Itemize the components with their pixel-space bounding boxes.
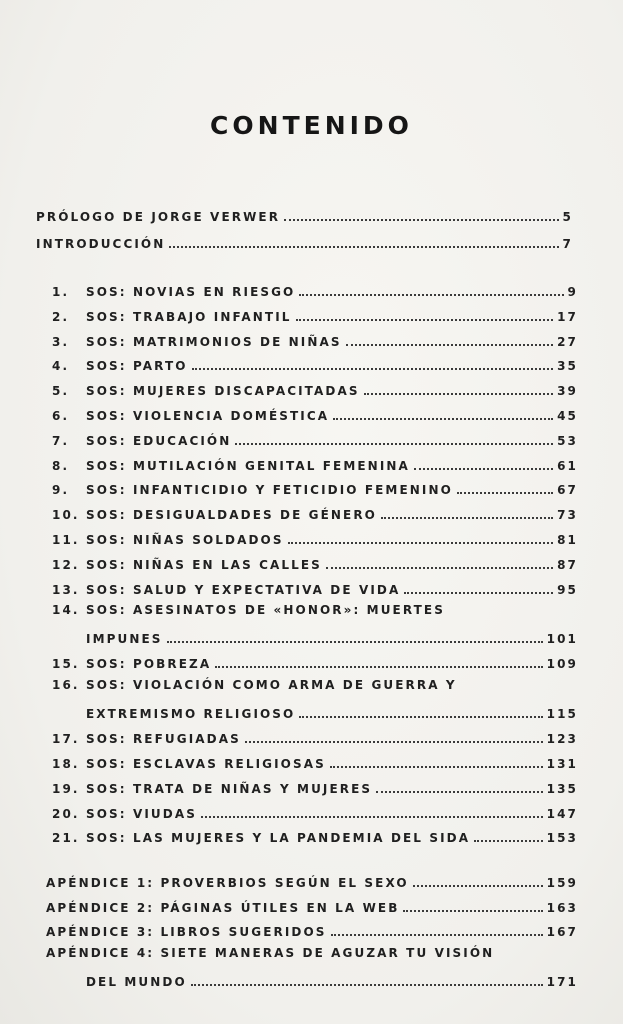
toc-entry-label: SOS: LAS MUJERES Y LA PANDEMIA DEL SIDA [86,831,471,846]
toc-entry [36,206,573,224]
toc-entry-label: SOS: MATRIMONIOS DE NIÑAS [86,334,342,349]
toc-entry-label: SOS: EDUCACIÓN [86,433,232,448]
dot-leader [235,442,553,445]
toc-entry-page: 101 [546,632,578,647]
toc-entry-number: 2. [52,309,70,324]
toc-entry-label: SOS: INFANTICIDIO Y FETICIDIO FEMENINO [86,483,453,498]
toc-entry-label: SOS: ASESINATOS DE «HONOR»: MUERTES [86,603,445,618]
toc-entry-page: 115 [546,707,578,722]
toc-entry-label: APÉNDICE 4: SIETE MANERAS DE AGUZAR TU VISIÓN [46,945,495,960]
dot-leader [326,566,553,569]
toc-entry-page: 87 [557,557,578,572]
toc-entry-label: SOS: VIOLACIÓN COMO ARMA DE GUERRA Y [86,678,457,693]
toc-entry-number: 10. [52,508,80,523]
toc-entry [52,504,578,522]
dot-leader [413,884,543,887]
toc-entry [86,971,578,989]
dot-leader [333,417,553,420]
toc-entry-label: INTRODUCCIÓN [36,237,166,251]
toc-entry-label: PRÓLOGO DE JORGE VERWER [36,210,281,224]
dot-leader [215,665,542,668]
toc-entry [52,306,578,324]
toc-entry-page: 163 [546,900,578,915]
dot-leader [299,293,563,296]
toc-entry-number: 15. [52,657,80,672]
toc-entry-label: SOS: ESCLAVAS RELIGIOSAS [86,757,326,771]
toc-entry-page: 81 [557,533,578,547]
toc-entry-number: 21. [52,831,80,846]
toc-entry [46,897,578,915]
toc-entry-number: 3. [52,334,70,349]
toc-entry-label: SOS: SALUD Y EXPECTATIVA DE VIDA [86,582,401,597]
toc-entry-page: 35 [557,359,578,374]
dot-leader [346,343,553,346]
dot-leader [169,245,558,248]
toc-entry [36,233,573,251]
toc-entry-number: 7. [52,433,70,448]
toc-entry [52,728,578,746]
toc-entry-number: 13. [52,582,80,597]
dot-leader [457,491,553,494]
dot-leader [167,640,543,643]
toc-entry-number: 4. [52,359,70,374]
toc-entry [52,827,578,845]
toc-entry-number: 19. [52,781,80,796]
toc-entry [52,380,578,398]
toc-entry-label: SOS: DESIGUALDADES DE GÉNERO [86,508,377,523]
toc-entry [52,803,578,821]
dot-leader [414,467,553,470]
toc-entry-label: SOS: NIÑAS EN LAS CALLES [86,557,322,572]
dot-leader [364,392,553,395]
toc-entry-label: SOS: REFUGIADAS [86,732,241,747]
dot-leader [376,790,542,793]
toc-entry [86,703,578,721]
toc-entry-label: SOS: PARTO [86,359,188,374]
toc-entry-number: 12. [52,557,80,572]
toc-entry [52,529,578,547]
toc-entry [52,579,578,597]
dot-leader [299,715,542,718]
toc-entry [52,554,578,572]
page-title: CONTENIDO [210,111,413,140]
toc-entry-page: 171 [546,974,578,989]
toc-entry-number: 18. [52,757,80,771]
toc-entry [52,281,578,299]
dot-leader [288,541,554,544]
toc-entry-label: SOS: VIUDAS [86,806,197,821]
toc-entry-number: 5. [52,384,70,399]
dot-leader [331,933,543,936]
dot-leader [191,983,543,986]
toc-entry [52,405,578,423]
dot-leader [474,839,543,842]
toc-entry [52,753,578,771]
dot-leader [296,318,554,321]
toc-entry-page: 53 [557,433,578,448]
toc-entry [46,872,578,890]
toc-entry-page: 9 [567,285,578,299]
toc-entry-label: APÉNDICE 3: LIBROS SUGERIDOS [46,925,327,939]
toc-entry-page: 45 [557,409,578,423]
toc-entry-number: 11. [52,533,80,547]
dot-leader [330,765,543,768]
toc-entry-label: IMPUNES [86,632,163,647]
toc-entry [52,355,578,373]
toc-entry-label: SOS: TRATA DE NIÑAS Y MUJERES [86,781,373,796]
toc-entry-first-line [46,946,494,964]
dot-leader [192,367,554,370]
toc-entry-label: SOS: NOVIAS EN RIESGO [86,285,296,299]
toc-entry-page: 7 [562,237,573,251]
toc-entry-page: 95 [557,582,578,597]
toc-entry-page: 135 [546,781,578,796]
toc-entry-page: 17 [557,309,578,324]
dot-leader [381,516,553,519]
dot-leader [201,815,543,818]
toc-entry-page: 39 [557,384,578,399]
toc-entry-label: APÉNDICE 2: PÁGINAS ÚTILES EN LA WEB [46,900,400,915]
toc-entry [52,653,578,671]
toc-entry [46,921,578,939]
toc-entry [52,331,578,349]
toc-entry-first-line [52,603,445,621]
toc-entry [52,430,578,448]
toc-entry-label: SOS: MUTILACIÓN GENITAL FEMENINA [86,458,410,473]
toc-entry-label: DEL MUNDO [86,974,187,989]
toc-entry-page: 147 [546,806,578,821]
toc-entry-number: 16. [52,678,80,693]
toc-entry [86,628,578,646]
toc-entry-label: SOS: POBREZA [86,657,212,672]
dot-leader [403,909,542,912]
toc-entry-label: SOS: NIÑAS SOLDADOS [86,533,284,547]
toc-entry-number: 14. [52,603,80,618]
toc-entry [52,778,578,796]
toc-entry-page: 61 [557,458,578,473]
toc-entry [52,455,578,473]
toc-entry-page: 109 [546,657,578,672]
toc-entry-page: 167 [546,925,578,939]
toc-entry [52,479,578,497]
toc-entry-page: 159 [546,876,578,890]
toc-entry-label: SOS: TRABAJO INFANTIL [86,309,292,324]
toc-entry-page: 5 [562,210,573,224]
toc-entry-label: APÉNDICE 1: PROVERBIOS SEGÚN EL SEXO [46,876,409,890]
toc-entry-number: 8. [52,458,70,473]
toc-entry-page: 123 [546,732,578,747]
toc-entry-number: 6. [52,409,70,423]
toc-entry-number: 20. [52,806,80,821]
toc-entry-label: SOS: VIOLENCIA DOMÉSTICA [86,409,330,423]
toc-entry-page: 153 [546,831,578,846]
toc-entry-page: 73 [557,508,578,523]
dot-leader [284,218,558,221]
toc-entry-page: 27 [557,334,578,349]
toc-entry-first-line [52,678,457,696]
toc-entry-label: SOS: MUJERES DISCAPACITADAS [86,384,360,399]
toc-entry-number: 9. [52,483,70,498]
toc-entry-page: 131 [546,757,578,771]
dot-leader [404,591,553,594]
toc-entry-page: 67 [557,483,578,498]
toc-entry-label: EXTREMISMO RELIGIOSO [86,707,296,722]
dot-leader [245,740,543,743]
toc-entry-number: 17. [52,732,80,747]
toc-entry-number: 1. [52,285,70,299]
